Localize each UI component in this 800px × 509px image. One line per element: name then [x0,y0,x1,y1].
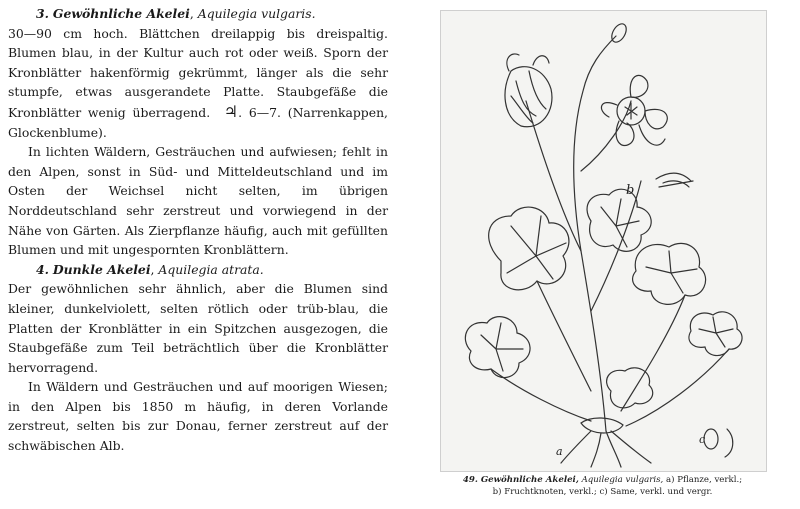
entry-3-name: Gewöhnliche Akelei [52,6,190,21]
label-b: b [626,183,635,198]
entry-4-habitat: In Wäldern und Gesträuchen und auf moorigen Wiesen; in den Alpen bis 1850 m häufig, in deren Vorlande zerstreut, selten bis zur Donau, ferner zerstreut auf der schwäbischen Alb. [8,379,388,454]
caption-line-1 [440,474,765,486]
caption-title: 49. Gewöhnliche Akelei, [462,475,579,485]
fruit-capsule [656,173,693,187]
entry-3-description [8,24,388,143]
columbine-drawing [441,11,766,471]
main-stem [574,36,616,431]
leaf-cluster-left [489,207,569,290]
entry-4-description: Der gewöhnlichen sehr ähnlich, aber die Blumen sind kleiner, dunkelviolett, selten rötlich oder trüb-blau, die Platten der Kronblätter in ein Spitzchen ausgezogen, die Staubgefäße zum Teil beträchtlich über die Kronblätter hervorragend. [8,281,388,375]
entry-4-name: Dunkle Akelei [52,261,151,277]
botanical-illustration [440,10,767,472]
entry-3-habitat: In lichten Wäldern, Gesträuchen und aufwiesen; fehlt in den Alpen, sonst in Süd- und Mitteldeutschland und im Osten der Weichsel nicht selten, im übrigen Norddeutschland sehr zerstreut und vorwiegend in der Nähe von Gärten. Als Zierpflanze häufig, auch mit gefüllten Blumen und mit ungespornten Kronblättern. [8,144,388,258]
entry-3-heading: 3. Gewöhnliche Akelei, Aquilegia vulgaris. [36,6,316,21]
perennial-symbol: ♃ [223,101,239,121]
entry-3-number: 3. [36,6,49,21]
leaf-cluster-lower-right [689,312,742,356]
leaf-cluster-lower-left [465,317,530,378]
label-c: c [699,433,706,446]
text-column [8,4,388,456]
entry-3-flowering: . 6—7. (Narrenkappen, Glockenblume). [8,104,388,140]
entry-3-desc-text: 30—90 cm hoch. Blättchen dreilappig bis dreispaltig. Blumen blau, in der Kultur auch rot oder weiß. Sporn der Kronblätter hakenförmig gekrümmt, länger als die sehr stumpfe, etwas ausgerandete Platte. Staubgefäße die Kronblätter wenig überragend. [8,25,388,120]
leaf-cluster-upper [587,189,651,251]
figure-caption [440,474,765,498]
caption-latin: Aquilegia vulgaris, [581,475,664,485]
roots [561,431,651,467]
caption-line-2: b) Fruchtknoten, verkl.; c) Same, verkl. und vergr. [492,487,713,497]
entry-4-latin: Aquilegia atrata. [158,261,264,277]
entry-4-heading: 4. Dunkle Akelei, Aquilegia atrata. [36,261,264,277]
label-a: a [556,445,563,458]
seed-detail [704,429,718,449]
entry-3-latin: Aquilegia vulgaris. [197,6,316,21]
caption-part-a: a) Pflanze, verkl.; [663,475,743,485]
entry-4-number: 4. [36,261,49,277]
